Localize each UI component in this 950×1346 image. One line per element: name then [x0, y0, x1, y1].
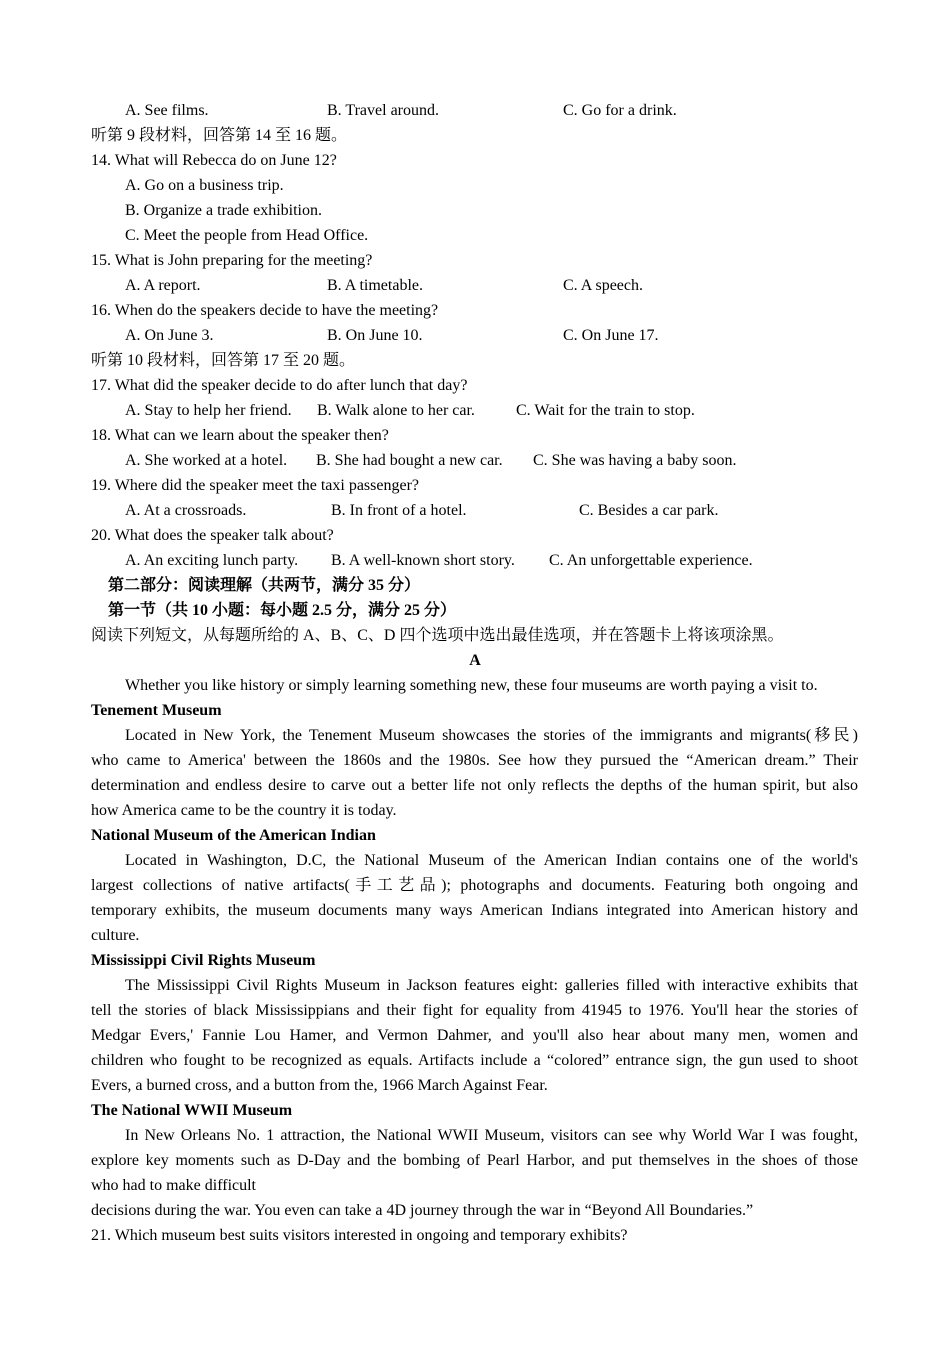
paragraph-line: Medgar Evers,' Fannie Lou Hamer, and Vermon Dahmer, and you'll also hear about many men, women and — [91, 1027, 858, 1044]
question-21-stem: 21. Which museum best suits visitors interested in ongoing and temporary exhibits? — [91, 1227, 628, 1244]
paragraph-line: Evers, a burned cross, and a button from the, 1966 March Against Fear. — [91, 1077, 548, 1094]
paragraph-line: In New Orleans No. 1 attraction, the National WWII Museum, visitors can see why World War I was fought, — [125, 1127, 858, 1144]
museum-title: Tenement Museum — [91, 702, 222, 719]
question-19-stem: 19. Where did the speaker meet the taxi passenger? — [91, 477, 420, 494]
paragraph-line: how America came to be the country it is today. — [91, 802, 397, 819]
question-20-option-b: B. A well-known short story. — [331, 552, 515, 569]
passage-intro: Whether you like history or simply learning something new, these four museums are worth paying a visit to. — [125, 677, 818, 694]
question-17-stem: 17. What did the speaker decide to do after lunch that day? — [91, 377, 468, 394]
question-18-option-c: C. She was having a baby soon. — [533, 452, 737, 469]
museum-title: National Museum of the American Indian — [91, 827, 376, 844]
question-14-option-b: B. Organize a trade exhibition. — [125, 202, 322, 219]
question-18-stem: 18. What can we learn about the speaker then? — [91, 427, 389, 444]
paragraph-line: children who fought to be recognized as equals. Artifacts include a “colored” entrance sign, the gun used to shoot — [91, 1052, 858, 1069]
question-16-option-b: B. On June 10. — [327, 327, 423, 344]
question-14-option-c: C. Meet the people from Head Office. — [125, 227, 369, 244]
question-20-stem: 20. What does the speaker talk about? — [91, 527, 334, 544]
question-17-option-a: A. Stay to help her friend. — [125, 402, 292, 419]
paragraph-line: Located in New York, the Tenement Museum showcases the stories of the immigrants and migrants(移民) — [125, 727, 858, 744]
reading-instruction: 阅读下列短文，从每题所给的 A、B、C、D 四个选项中选出最佳选项，并在答题卡上将该项涂黑。 — [91, 627, 784, 644]
paragraph-line: decisions during the war. You even can take a 4D journey through the war in “Beyond All Boundaries.” — [91, 1202, 754, 1219]
option-c: C. Go for a drink. — [563, 102, 677, 119]
museum-title: The National WWII Museum — [91, 1102, 293, 1119]
museum-title: Mississippi Civil Rights Museum — [91, 952, 316, 969]
question-16-option-a: A. On June 3. — [125, 327, 214, 344]
question-15-option-a: A. A report. — [125, 277, 201, 294]
question-19-option-b: B. In front of a hotel. — [331, 502, 467, 519]
question-15-stem: 15. What is John preparing for the meeting? — [91, 252, 373, 269]
paragraph-line: The Mississippi Civil Rights Museum in Jackson features eight: galleries filled with interactive exhibits that — [125, 977, 858, 994]
paragraph-line: who had to make difficult — [91, 1177, 256, 1194]
paragraph-line: Located in Washington, D.C, the National Museum of the American Indian contains one of the world's — [125, 852, 858, 869]
question-17-option-b: B. Walk alone to her car. — [317, 402, 475, 419]
option-b: B. Travel around. — [327, 102, 439, 119]
option-a: A. See films. — [125, 102, 209, 119]
passage-letter: A — [469, 652, 481, 669]
question-19-option-a: A. At a crossroads. — [125, 502, 247, 519]
paragraph-line: who came to America' between the 1860s and the 1980s. See how they pursued the “American dream.” Their — [91, 752, 858, 769]
paragraph-line: determination and endless desire to carve out a better life not only reflects the depths of the human spirit, but also — [91, 777, 858, 794]
question-18-option-a: A. She worked at a hotel. — [125, 452, 288, 469]
paragraph-line: explore key moments such as D-Day and the bombing of Pearl Harbor, and put themselves in the shoes of those — [91, 1152, 858, 1169]
question-14-stem: 14. What will Rebecca do on June 12? — [91, 152, 337, 169]
section-9-instruction: 听第 9 段材料，回答第 14 至 16 题。 — [91, 127, 348, 144]
question-14-option-a: A. Go on a business trip. — [125, 177, 284, 194]
paragraph-line: largest collections of native artifacts(手工艺品); photographs and documents. Featuring both ongoing and — [91, 877, 858, 894]
section-1-heading: 第一节（共 10 小题：每小题 2.5 分，满分 25 分） — [108, 602, 457, 619]
section-10-instruction: 听第 10 段材料，回答第 17 至 20 题。 — [91, 352, 356, 369]
question-19-option-c: C. Besides a car park. — [579, 502, 719, 519]
question-18-option-b: B. She had bought a new car. — [316, 452, 503, 469]
question-16-option-c: C. On June 17. — [563, 327, 659, 344]
question-16-stem: 16. When do the speakers decide to have the meeting? — [91, 302, 439, 319]
question-15-option-b: B. A timetable. — [327, 277, 423, 294]
part-2-heading: 第二部分：阅读理解（共两节，满分 35 分） — [108, 577, 421, 594]
question-17-option-c: C. Wait for the train to stop. — [516, 402, 695, 419]
question-20-option-c: C. An unforgettable experience. — [549, 552, 753, 569]
question-20-option-a: A. An exciting lunch party. — [125, 552, 299, 569]
paragraph-line: culture. — [91, 927, 140, 944]
paragraph-line: tell the stories of black Mississippians and their fight for equality from 41945 to 1976. You'll hear the stories of — [91, 1002, 858, 1019]
paragraph-line: temporary exhibits, the museum documents many ways American Indians integrated into American history and — [91, 902, 858, 919]
question-15-option-c: C. A speech. — [563, 277, 643, 294]
